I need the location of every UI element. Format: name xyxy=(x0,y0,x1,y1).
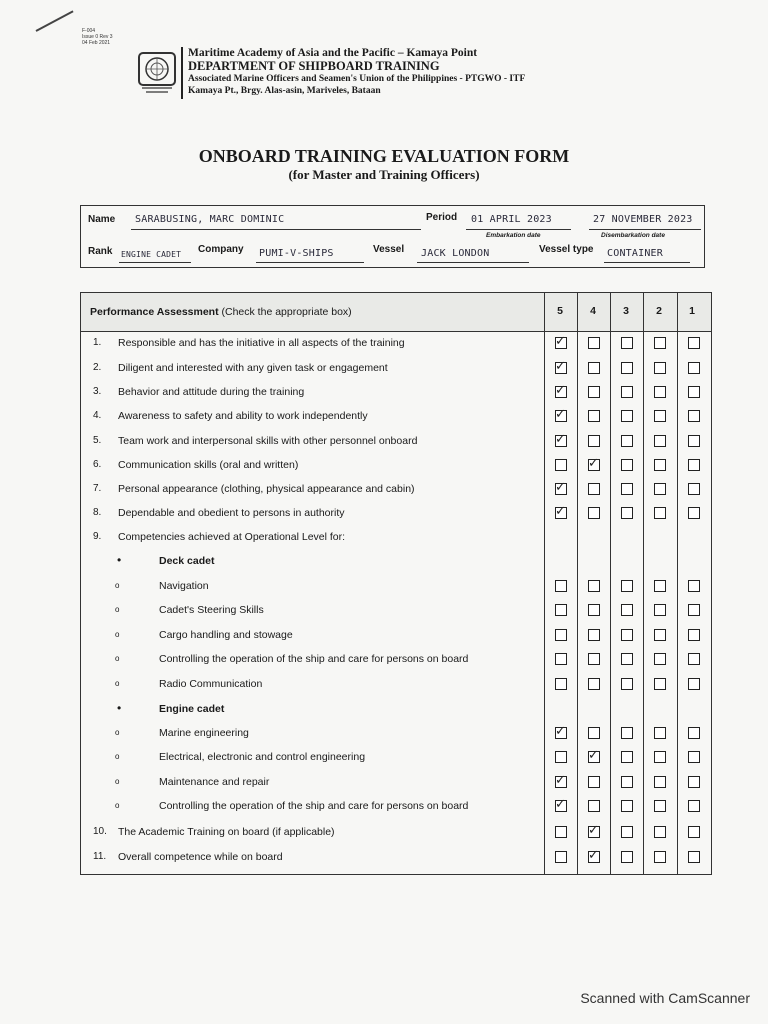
rating-checkbox-4[interactable] xyxy=(588,435,600,447)
rating-checkbox-5[interactable] xyxy=(555,629,567,641)
table-row xyxy=(81,824,711,844)
rating-checkbox-3[interactable] xyxy=(621,410,633,422)
rating-checkbox-2[interactable] xyxy=(654,851,666,863)
table-row xyxy=(81,360,711,380)
table-row xyxy=(81,774,711,794)
rating-checkbox-2[interactable] xyxy=(654,678,666,690)
criterion-label: Dependable and obedient to persons in authority xyxy=(118,507,345,519)
rating-checkbox-5[interactable] xyxy=(555,362,567,374)
form-subtitle: (for Master and Training Officers) xyxy=(288,167,480,182)
rating-checkbox-4[interactable] xyxy=(588,386,600,398)
row-number: 1. xyxy=(93,337,102,348)
vessel-type-label: Vessel type xyxy=(539,244,594,255)
table-row xyxy=(81,749,711,769)
table-row xyxy=(81,578,711,598)
disembarkation-underline xyxy=(589,229,701,230)
rating-checkbox-4[interactable] xyxy=(588,629,600,641)
rating-checkbox-5[interactable] xyxy=(555,435,567,447)
rating-checkbox-4[interactable] xyxy=(588,727,600,739)
rating-checkbox-3[interactable] xyxy=(621,826,633,838)
rating-checkbox-5[interactable] xyxy=(555,751,567,763)
doc-control-number: F-004 Issue 0 Rev 3 04 Feb 2021 xyxy=(82,28,113,46)
rating-checkbox-1[interactable] xyxy=(688,580,700,592)
circle-bullet-icon: o xyxy=(115,801,120,810)
rating-checkbox-1[interactable] xyxy=(688,751,700,763)
rating-checkbox-3[interactable] xyxy=(621,435,633,447)
rating-checkbox-4[interactable] xyxy=(588,459,600,471)
vessel-type-field[interactable]: CONTAINER xyxy=(607,248,663,259)
vessel-type-underline xyxy=(604,262,690,263)
criterion-label: Behavior and attitude during the training xyxy=(118,386,305,398)
rating-checkbox-5[interactable] xyxy=(555,776,567,788)
rating-checkbox-2[interactable] xyxy=(654,386,666,398)
rating-checkbox-2[interactable] xyxy=(654,826,666,838)
vessel-label: Vessel xyxy=(373,244,405,255)
rating-checkbox-3[interactable] xyxy=(621,580,633,592)
criterion-label: Responsible and has the initiative in all aspects of the training xyxy=(118,337,405,349)
column-4-header: 4 xyxy=(590,305,596,317)
company-field[interactable]: PUMI-V-SHIPS xyxy=(259,248,334,259)
rating-checkbox-1[interactable] xyxy=(688,776,700,788)
table-row xyxy=(81,529,711,549)
rating-checkbox-4[interactable] xyxy=(588,604,600,616)
table-row xyxy=(81,676,711,696)
rank-field[interactable]: ENGINE CADET xyxy=(121,250,182,259)
criterion-label: Cargo handling and stowage xyxy=(159,629,293,641)
rating-checkbox-1[interactable] xyxy=(688,337,700,349)
section-label: Deck cadet xyxy=(159,555,215,567)
rating-checkbox-4[interactable] xyxy=(588,653,600,665)
rating-checkbox-2[interactable] xyxy=(654,604,666,616)
institution-header xyxy=(188,47,525,97)
rating-checkbox-1[interactable] xyxy=(688,362,700,374)
rating-checkbox-3[interactable] xyxy=(621,678,633,690)
column-3-header: 3 xyxy=(623,305,629,317)
criterion-label: Communication skills (oral and written) xyxy=(118,459,299,471)
circle-bullet-icon: o xyxy=(115,752,120,761)
table-header xyxy=(81,293,711,332)
table-row xyxy=(81,798,711,818)
criterion-label: Controlling the operation of the ship and care for persons on board xyxy=(159,800,469,812)
column-2-header: 2 xyxy=(656,305,662,317)
bullet-icon: • xyxy=(117,701,122,715)
rating-checkbox-3[interactable] xyxy=(621,751,633,763)
row-number: 10. xyxy=(93,826,107,837)
rating-checkbox-1[interactable] xyxy=(688,851,700,863)
rating-checkbox-5[interactable] xyxy=(555,678,567,690)
criterion-label: Awareness to safety and ability to work independently xyxy=(118,410,368,422)
rating-checkbox-4[interactable] xyxy=(588,751,600,763)
table-row xyxy=(81,408,711,428)
bullet-icon: • xyxy=(117,553,122,567)
name-label: Name xyxy=(88,214,116,225)
rating-checkbox-5[interactable] xyxy=(555,580,567,592)
rating-checkbox-2[interactable] xyxy=(654,410,666,422)
circle-bullet-icon: o xyxy=(115,777,120,786)
rating-checkbox-1[interactable] xyxy=(688,435,700,447)
rating-checkbox-4[interactable] xyxy=(588,337,600,349)
rating-checkbox-4[interactable] xyxy=(588,410,600,422)
rating-checkbox-5[interactable] xyxy=(555,800,567,812)
embarkation-date-field[interactable]: 01 APRIL 2023 xyxy=(471,214,552,225)
rating-checkbox-2[interactable] xyxy=(654,776,666,788)
scanner-watermark: Scanned with CamScanner xyxy=(580,990,750,1006)
circle-bullet-icon: o xyxy=(115,728,120,737)
union-name: Associated Marine Officers and Seamen's Union of the Philippines - PTGWO - ITF xyxy=(188,74,526,84)
table-row xyxy=(81,553,711,573)
rating-checkbox-4[interactable] xyxy=(588,851,600,863)
criterion-label: Team work and interpersonal skills with other personnel onboard xyxy=(118,435,418,447)
rating-checkbox-4[interactable] xyxy=(588,678,600,690)
trainee-info-box xyxy=(80,205,705,268)
circle-bullet-icon: o xyxy=(115,605,120,614)
rating-checkbox-3[interactable] xyxy=(621,851,633,863)
header-divider xyxy=(181,47,183,99)
academy-logo-icon xyxy=(136,50,178,96)
rating-checkbox-1[interactable] xyxy=(688,483,700,495)
row-number: 3. xyxy=(93,386,102,397)
row-number: 2. xyxy=(93,362,102,373)
rating-checkbox-2[interactable] xyxy=(654,507,666,519)
criterion-label: Cadet's Steering Skills xyxy=(159,604,264,616)
criterion-label: Personal appearance (clothing, physical appearance and cabin) xyxy=(118,483,415,495)
disembarkation-date-field[interactable]: 27 NOVEMBER 2023 xyxy=(593,214,693,225)
table-row xyxy=(81,505,711,525)
rating-checkbox-2[interactable] xyxy=(654,629,666,641)
rating-checkbox-5[interactable] xyxy=(555,826,567,838)
circle-bullet-icon: o xyxy=(115,654,120,663)
rating-checkbox-2[interactable] xyxy=(654,337,666,349)
rating-checkbox-1[interactable] xyxy=(688,459,700,471)
table-row xyxy=(81,602,711,622)
criterion-label: Electrical, electronic and control engineering xyxy=(159,751,366,763)
rating-checkbox-1[interactable] xyxy=(688,604,700,616)
rating-checkbox-4[interactable] xyxy=(588,800,600,812)
rating-checkbox-1[interactable] xyxy=(688,386,700,398)
disembarkation-caption: Disembarkation date xyxy=(601,232,665,239)
rating-checkbox-3[interactable] xyxy=(621,800,633,812)
row-number: 9. xyxy=(93,531,102,542)
performance-assessment-table xyxy=(80,292,712,875)
table-row xyxy=(81,384,711,404)
rating-checkbox-2[interactable] xyxy=(654,653,666,665)
table-row xyxy=(81,457,711,477)
department-name: DEPARTMENT OF SHIPBOARD TRAINING xyxy=(188,59,440,73)
row-number: 6. xyxy=(93,459,102,470)
table-row xyxy=(81,725,711,745)
circle-bullet-icon: o xyxy=(115,581,120,590)
circle-bullet-icon: o xyxy=(115,630,120,639)
table-row xyxy=(81,481,711,501)
table-row xyxy=(81,849,711,869)
name-underline xyxy=(131,229,421,230)
embarkation-underline xyxy=(466,229,571,230)
column-1-header: 1 xyxy=(689,305,695,317)
institution-name: Maritime Academy of Asia and the Pacific – Kamaya Point xyxy=(188,47,478,59)
rating-checkbox-5[interactable] xyxy=(555,459,567,471)
table-row xyxy=(81,433,711,453)
column-5-header: 5 xyxy=(557,305,563,317)
rating-checkbox-1[interactable] xyxy=(688,410,700,422)
rating-checkbox-5[interactable] xyxy=(555,337,567,349)
rating-checkbox-1[interactable] xyxy=(688,727,700,739)
rating-checkbox-3[interactable] xyxy=(621,483,633,495)
table-row xyxy=(81,701,711,721)
rating-checkbox-3[interactable] xyxy=(621,604,633,616)
rating-checkbox-5[interactable] xyxy=(555,851,567,863)
rating-checkbox-4[interactable] xyxy=(588,580,600,592)
rating-checkbox-4[interactable] xyxy=(588,776,600,788)
rating-checkbox-2[interactable] xyxy=(654,800,666,812)
form-title: ONBOARD TRAINING EVALUATION FORM xyxy=(198,146,570,166)
company-label: Company xyxy=(198,244,244,255)
period-label: Period xyxy=(426,212,458,223)
rating-checkbox-2[interactable] xyxy=(654,435,666,447)
rating-checkbox-4[interactable] xyxy=(588,507,600,519)
rating-checkbox-1[interactable] xyxy=(688,653,700,665)
rating-checkbox-1[interactable] xyxy=(688,800,700,812)
rating-checkbox-1[interactable] xyxy=(688,678,700,690)
address: Kamaya Pt., Brgy. Alas-asin, Mariveles, Bataan xyxy=(188,86,381,96)
rating-checkbox-5[interactable] xyxy=(555,410,567,422)
table-header-label: Performance Assessment (Check the appropriate box) xyxy=(90,306,352,318)
rating-checkbox-5[interactable] xyxy=(555,653,567,665)
rating-checkbox-5[interactable] xyxy=(555,604,567,616)
row-number: 5. xyxy=(93,435,102,446)
rating-checkbox-5[interactable] xyxy=(555,483,567,495)
table-row xyxy=(81,651,711,671)
rank-label: Rank xyxy=(88,246,113,257)
rating-checkbox-2[interactable] xyxy=(654,483,666,495)
rating-checkbox-5[interactable] xyxy=(555,507,567,519)
rating-checkbox-3[interactable] xyxy=(621,362,633,374)
criterion-label: Marine engineering xyxy=(159,727,249,739)
rating-checkbox-3[interactable] xyxy=(621,386,633,398)
rating-checkbox-2[interactable] xyxy=(654,362,666,374)
rating-checkbox-3[interactable] xyxy=(621,507,633,519)
name-field[interactable]: SARABUSING, MARC DOMINIC xyxy=(135,214,285,225)
criterion-label: Diligent and interested with any given task or engagement xyxy=(118,362,388,374)
rating-checkbox-5[interactable] xyxy=(555,727,567,739)
criterion-label: The Academic Training on board (if applicable) xyxy=(118,826,335,838)
vessel-field[interactable]: JACK LONDON xyxy=(421,248,490,259)
rating-checkbox-2[interactable] xyxy=(654,459,666,471)
rating-checkbox-3[interactable] xyxy=(621,727,633,739)
rating-checkbox-2[interactable] xyxy=(654,580,666,592)
table-row xyxy=(81,335,711,355)
vessel-underline xyxy=(417,262,529,263)
table-row xyxy=(81,627,711,647)
rating-checkbox-3[interactable] xyxy=(621,629,633,641)
rating-checkbox-5[interactable] xyxy=(555,386,567,398)
criterion-label: Radio Communication xyxy=(159,678,263,690)
pen-mark xyxy=(36,10,74,31)
rating-checkbox-1[interactable] xyxy=(688,629,700,641)
rating-checkbox-4[interactable] xyxy=(588,826,600,838)
rating-checkbox-1[interactable] xyxy=(688,507,700,519)
rating-checkbox-2[interactable] xyxy=(654,751,666,763)
rank-underline xyxy=(119,262,191,263)
rating-checkbox-3[interactable] xyxy=(621,337,633,349)
section-label: Engine cadet xyxy=(159,703,225,715)
rating-checkbox-4[interactable] xyxy=(588,362,600,374)
embarkation-caption: Embarkation date xyxy=(486,232,541,239)
rating-checkbox-1[interactable] xyxy=(688,826,700,838)
company-underline xyxy=(256,262,364,263)
row-number: 7. xyxy=(93,483,102,494)
rating-checkbox-4[interactable] xyxy=(588,483,600,495)
criterion-label: Overall competence while on board xyxy=(118,851,283,863)
rating-checkbox-3[interactable] xyxy=(621,776,633,788)
row-number: 4. xyxy=(93,410,102,421)
circle-bullet-icon: o xyxy=(115,679,120,688)
criterion-label: Maintenance and repair xyxy=(159,776,270,788)
rating-checkbox-3[interactable] xyxy=(621,459,633,471)
criterion-label: Controlling the operation of the ship and care for persons on board xyxy=(159,653,469,665)
criterion-label: Competencies achieved at Operational Level for: xyxy=(118,531,346,543)
rating-checkbox-3[interactable] xyxy=(621,653,633,665)
row-number: 8. xyxy=(93,507,102,518)
row-number: 11. xyxy=(93,851,107,862)
rating-checkbox-2[interactable] xyxy=(654,727,666,739)
criterion-label: Navigation xyxy=(159,580,209,592)
